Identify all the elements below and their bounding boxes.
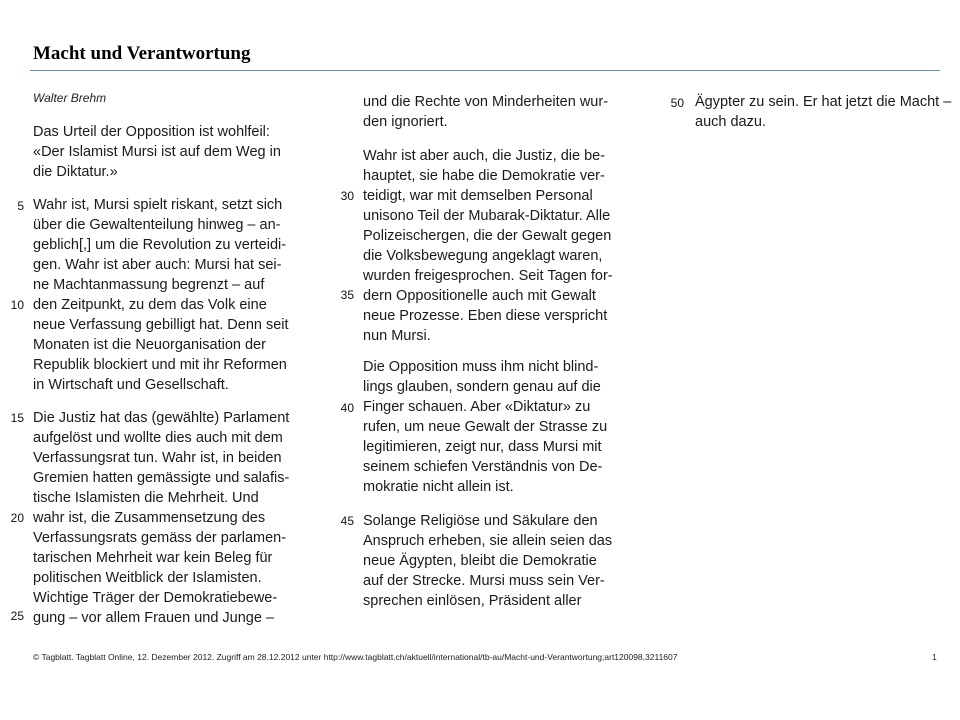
text-line: legitimieren, zeigt nur, dass Mursi mit [363,439,602,455]
text-line: seinem schiefen Verständnis von De- [363,459,603,475]
text-line: Gremien hatten gemässigte und salafis- [33,470,290,486]
text-line: Republik blockiert und mit ihr Reformen [33,357,287,373]
text-line: hauptet, sie habe die Demokratie ver- [363,168,605,184]
text-line: tische Islamisten die Mehrheit. Und [33,490,259,506]
text-line: Die Opposition muss ihm nicht blind- [363,359,599,375]
citation-footer: © Tagblatt. Tagblatt Online, 12. Dezember 2012. Zugriff am 28.12.2012 unter http://www.tagblatt.ch/aktuell/international/tb-au/Macht-und-Verantwortung;art120098,3211607 [33,652,678,662]
text-line: wahr ist, die Zusammensetzung des [33,510,266,526]
text-line: auch dazu. [695,114,766,130]
text-line: rufen, um neue Gewalt der Strasse zu [363,419,608,435]
text-line: über die Gewaltenteilung hinweg – an- [33,217,281,233]
text-line: Wichtige Träger der Demokratiebewe- [33,590,278,606]
text-line: unisono Teil der Mubarak-Diktatur. Alle [363,208,611,224]
text-line: den Zeitpunkt, zu dem das Volk eine [33,297,267,313]
text-line: Verfassungsrat tun. Wahr ist, in beiden [33,450,282,466]
text-line: die Volksbewegung angeklagt waren, [363,248,603,264]
text-line: nun Mursi. [363,328,431,344]
text-line: die Diktatur.» [33,164,118,180]
text-line: in Wirtschaft und Gesellschaft. [33,377,229,393]
text-line: Das Urteil der Opposition ist wohlfeil: [33,124,270,140]
paragraph [363,357,607,497]
text-line: Die Justiz hat das (gewählte) Parlament [33,410,290,426]
text-line: Verfassungsrats gemäss der parlamen- [33,530,287,546]
line-number: 5 [17,199,24,213]
text-line: Monaten ist die Neuorganisation der [33,337,266,353]
line-number: 10 [10,298,24,312]
paragraph [363,146,613,346]
text-line: mokratie nicht allein ist. [363,479,514,495]
text-line: «Der Islamist Mursi ist auf dem Weg in [33,144,281,160]
text-line: gen. Wahr ist aber auch: Mursi hat sei- [33,257,282,273]
line-number: 35 [340,288,354,302]
author-byline: Walter Brehm [33,91,107,105]
text-line: Anspruch erheben, sie allein seien das [363,533,613,549]
text-line: auf der Strecke. Mursi muss sein Ver- [363,573,605,589]
paragraph [33,408,289,628]
line-number: 20 [10,511,24,525]
article-title: Macht und Verantwortung [33,43,251,64]
text-line: dern Oppositionelle auch mit Gewalt [363,288,596,304]
text-line: und die Rechte von Minderheiten wur- [363,94,609,110]
line-number: 30 [340,189,354,203]
text-line: wurden freigesprochen. Seit Tagen for- [363,268,613,284]
line-number: 40 [340,401,354,415]
text-line: neue Verfassung gebilligt hat. Denn seit [33,317,289,333]
paragraph [33,122,281,182]
text-line: ne Machtanmassung begrenzt – auf [33,277,265,293]
text-line: geblich[,] um die Revolution zu verteidi- [33,237,287,253]
text-line: neue Prozesse. Eben diese verspricht [363,308,608,324]
text-line: Wahr ist, Mursi spielt riskant, setzt sich [33,197,283,213]
text-line: lings glauben, sondern genau auf die [363,379,601,395]
page-number: 1 [932,652,937,662]
text-line: den ignoriert. [363,114,448,130]
text-line: sprechen einlösen, Präsident aller [363,593,582,609]
text-line: aufgelöst und wollte dies auch mit dem [33,430,283,446]
text-line: Ägypter zu sein. Er hat jetzt die Macht – [695,94,952,110]
paragraph [363,511,612,611]
line-number: 45 [340,514,354,528]
text-line: Finger schauen. Aber «Diktatur» zu [363,399,591,415]
paragraph [695,92,951,132]
line-number: 15 [10,411,24,425]
line-number: 50 [670,96,684,110]
text-line: Wahr ist aber auch, die Justiz, die be- [363,148,606,164]
text-line: tarischen Mehrheit war kein Beleg für [33,550,273,566]
text-line: Solange Religiöse und Säkulare den [363,513,598,529]
text-line: Polizeischergen, die der Gewalt gegen [363,228,612,244]
paragraph [33,195,289,395]
text-line: teidigt, war mit demselben Personal [363,188,593,204]
text-line: gung – vor allem Frauen und Junge – [33,610,275,626]
text-line: politischen Weitblick der Islamisten. [33,570,262,586]
text-line: neue Ägypten, bleibt die Demokratie [363,553,597,569]
title-divider [30,70,940,71]
paragraph [363,92,608,132]
line-number: 25 [10,609,24,623]
